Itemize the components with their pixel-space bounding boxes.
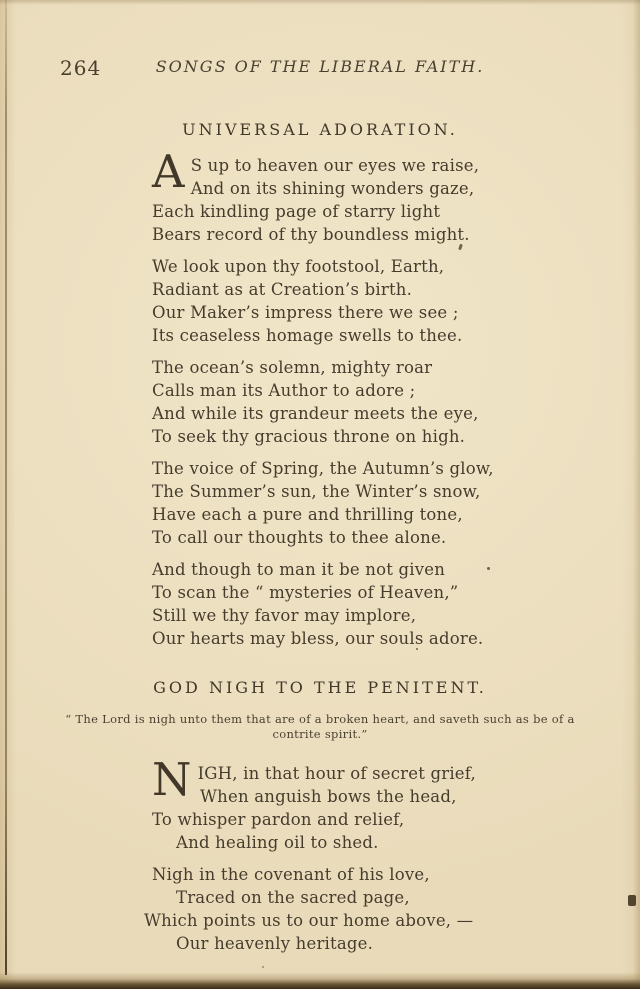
scan-speck (487, 567, 490, 570)
poem-line: Its ceaseless homage swells to thee. (152, 326, 463, 345)
poem-line: The voice of Spring, the Autumn’s glow, (152, 459, 494, 478)
poem-stanzas (152, 145, 640, 650)
poem-line: Have each a pure and thrilling tone, (152, 505, 463, 524)
scan-speck (628, 895, 636, 906)
poem-line: Still we thy favor may implore, (152, 606, 417, 625)
poem-god-nigh-to-the-penitent (0, 678, 640, 955)
stanza (152, 457, 640, 549)
running-title: SONGS OF THE LIBERAL FAITH. (155, 57, 485, 76)
page-content (0, 120, 640, 964)
poem-line: Calls man its Author to adore ; (152, 381, 416, 400)
poem-line: We look upon thy footstool, Earth, (152, 257, 445, 276)
poem-line: Our heavenly heritage. (176, 934, 374, 953)
stanza (152, 255, 640, 347)
scan-speck (416, 648, 418, 650)
stanza (152, 753, 640, 854)
poem-stanzas (144, 753, 640, 955)
poem-line: To call our thoughts to thee alone. (152, 528, 447, 547)
stanza (152, 145, 640, 246)
poem-line: Our hearts may bless, our souls adore. (152, 629, 484, 648)
page-bottom-edge-shadow (0, 972, 640, 989)
poem-line: Our Maker’s impress there we see ; (152, 303, 459, 322)
page-top-edge-shadow (0, 0, 640, 5)
poem-line: Bears record of thy boundless might. (152, 225, 470, 244)
poem-line: To seek thy gracious throne on high. (152, 427, 466, 446)
scan-speck (262, 966, 264, 968)
poem-line: Each kindling page of starry light (152, 202, 441, 221)
drop-cap-letter: A (152, 145, 185, 198)
poem-line: To scan the “ mysteries of Heaven,” (152, 583, 459, 602)
poem-line: The Summer’s sun, the Winter’s snow, (152, 482, 481, 501)
poem-line-text: IGH, in that hour of secret grief, (197, 764, 476, 783)
poem-line: Nigh in the covenant of his love, (152, 865, 430, 884)
epigraph-line: “ The Lord is nigh unto them that are of a broken heart, and saveth such as be of a (65, 712, 575, 726)
drop-cap-letter: N (152, 753, 192, 806)
poem-line: When anguish bows the head, (200, 787, 457, 806)
poem-line: And though to man it be not given (152, 560, 446, 579)
running-head (0, 57, 640, 83)
poem-line: Radiant as at Creation’s birth. (152, 280, 413, 299)
poem-line: Traced on the sacred page, (176, 888, 410, 907)
poem-title: GOD NIGH TO THE PENITENT. (153, 678, 487, 697)
stanza (152, 356, 640, 448)
stanza (152, 558, 640, 650)
poem-epigraph (55, 712, 585, 742)
poem-line: The ocean’s solemn, mighty roar (152, 358, 433, 377)
poem-line: And on its shining wonders gaze, (190, 179, 475, 198)
poem-line-text: S up to heaven our eyes we raise, (190, 156, 480, 175)
poem-line: And while its grandeur meets the eye, (152, 404, 479, 423)
poem-universal-adoration (0, 120, 640, 650)
poem-line: Which points us to our home above, — (144, 911, 474, 930)
poem-line: And healing oil to shed. (176, 833, 379, 852)
epigraph-line: contrite spirit.” (272, 727, 368, 741)
stanza (144, 863, 640, 955)
page-number: 264 (60, 56, 102, 80)
poem-title: UNIVERSAL ADORATION. (182, 120, 458, 139)
poem-line: To whisper pardon and relief, (152, 810, 405, 829)
